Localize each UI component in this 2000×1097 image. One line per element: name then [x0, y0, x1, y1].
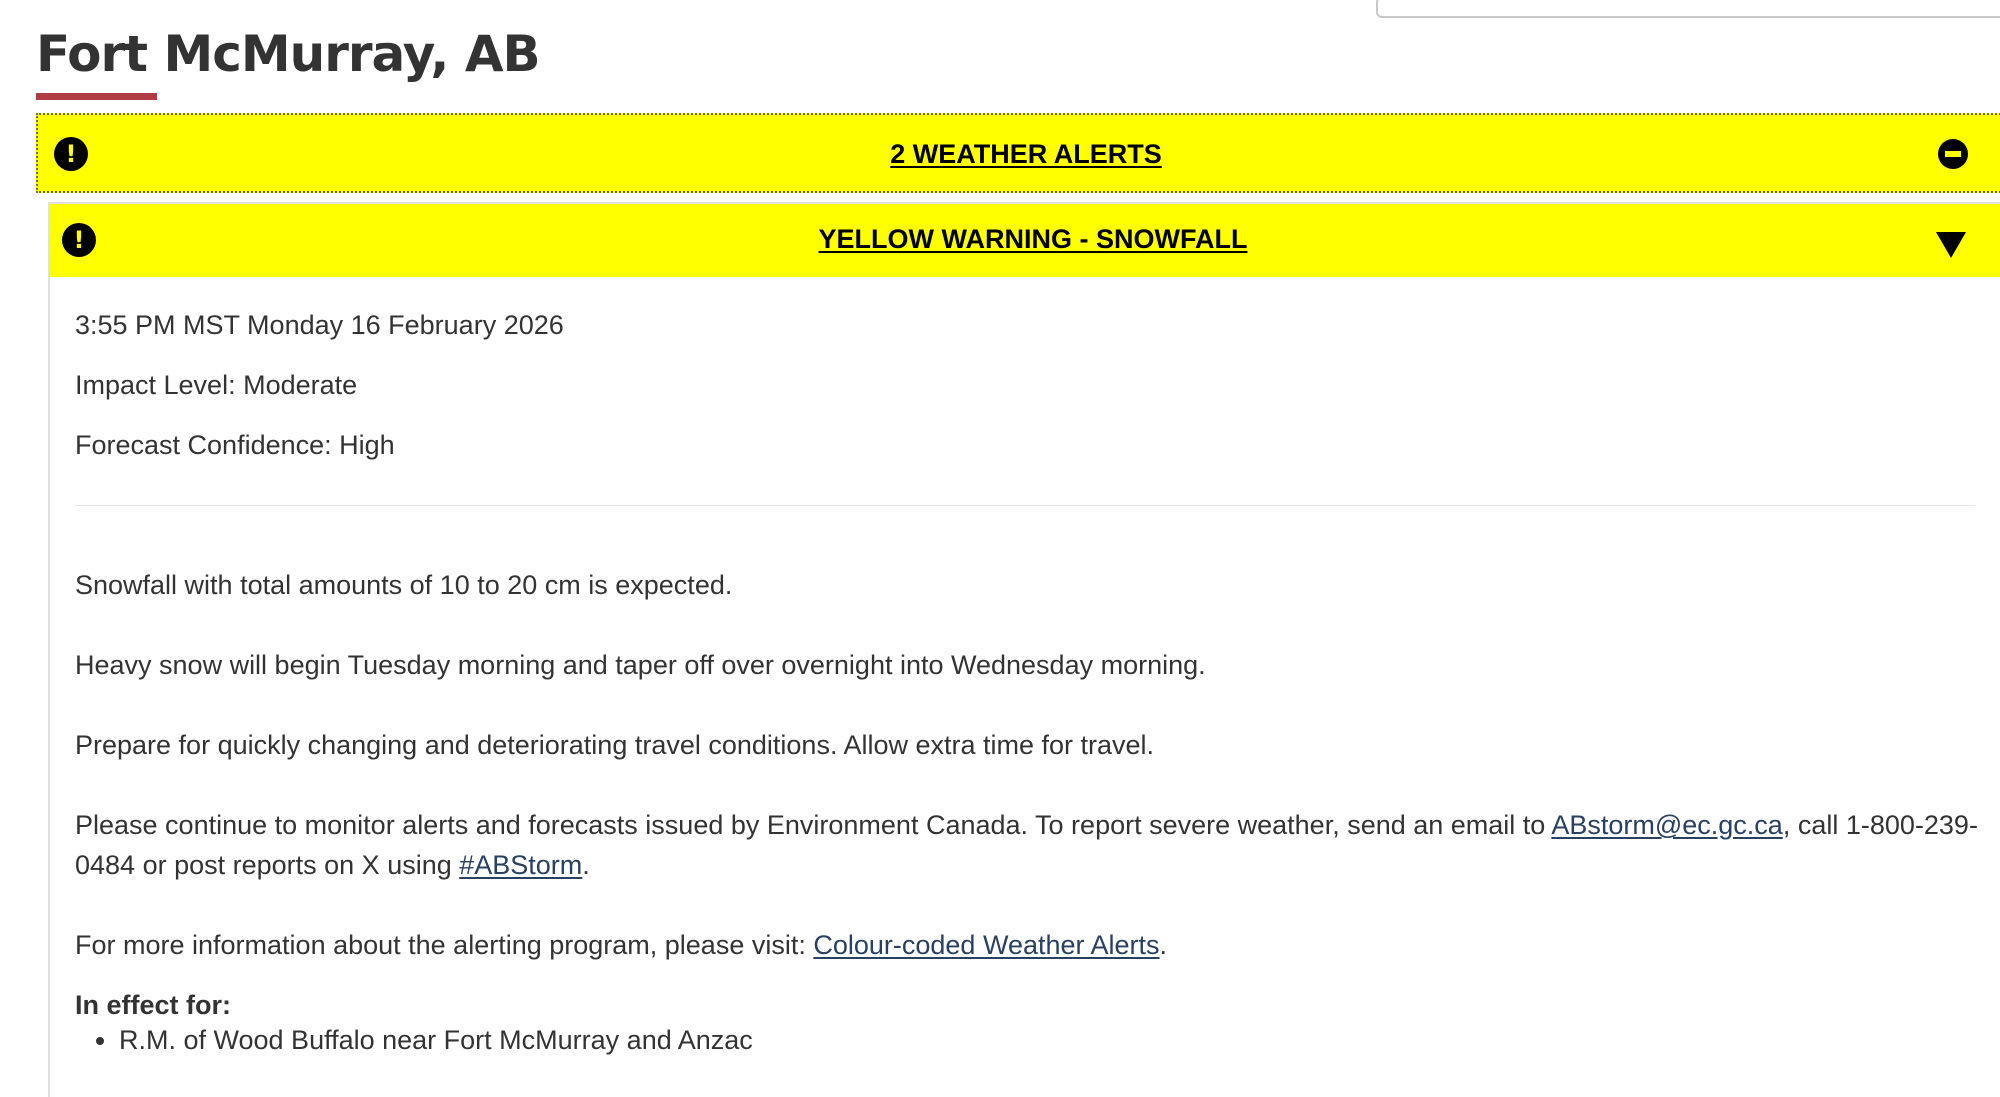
exclamation-circle-icon: !: [62, 223, 96, 257]
affected-regions-list: [75, 1020, 753, 1060]
travel-advice-text: Prepare for quickly changing and deteriorating travel conditions. Allow extra time for travel.: [75, 730, 1155, 760]
warning-title-link[interactable]: YELLOW WARNING - SNOWFALL: [818, 224, 1248, 254]
warning-details-panel: [48, 277, 2000, 1097]
title-underline: [36, 93, 157, 100]
exclamation-circle-icon: !: [54, 137, 88, 171]
snow-timing-text: Heavy snow will begin Tuesday morning and taper off over overnight into Wednesday morning.: [75, 650, 1206, 680]
reporting-text-start: Please continue to monitor alerts and forecasts issued by Environment Canada. To report severe weather, send an email to: [75, 810, 1552, 840]
alerting-program-info: [75, 925, 1167, 965]
browser-tab-edge: [1376, 0, 2000, 18]
section-divider: [75, 505, 1975, 506]
list-item: • R.M. of Wood Buffalo near Fort McMurray and Anzac: [119, 1020, 753, 1060]
colour-coded-alerts-link[interactable]: Colour-coded Weather Alerts: [813, 930, 1160, 960]
yellow-warning-snowfall-header[interactable]: [48, 202, 2000, 277]
snowfall-amount-text: Snowfall with total amounts of 10 to 20 cm is expected.: [75, 570, 733, 600]
in-effect-label: In effect for:: [75, 990, 232, 1020]
reporting-text-middle: , call 1-800-239-0484 or post reports on X using: [75, 810, 1978, 880]
abstorm-email-link[interactable]: ABstorm@ec.gc.ca: [1551, 810, 1783, 840]
impact-level: Impact Level: Moderate: [75, 370, 358, 400]
alerting-info-end: .: [1159, 930, 1168, 960]
reporting-instructions: [75, 805, 1995, 885]
caret-down-icon[interactable]: [1936, 232, 1966, 258]
page-title: Fort McMurray, AB: [36, 25, 540, 83]
weather-alerts-summary-banner[interactable]: [36, 113, 2000, 193]
forecast-confidence: Forecast Confidence: High: [75, 430, 395, 460]
alerting-info-text: For more information about the alerting program, please visit:: [75, 930, 814, 960]
weather-alerts-summary-link[interactable]: 2 WEATHER ALERTS: [890, 139, 1162, 169]
minus-circle-icon[interactable]: [1938, 139, 1968, 169]
reporting-text-end: .: [582, 850, 590, 880]
issued-timestamp: 3:55 PM MST Monday 16 February 2026: [75, 310, 564, 340]
abstorm-hashtag-link[interactable]: #ABStorm: [459, 850, 583, 880]
